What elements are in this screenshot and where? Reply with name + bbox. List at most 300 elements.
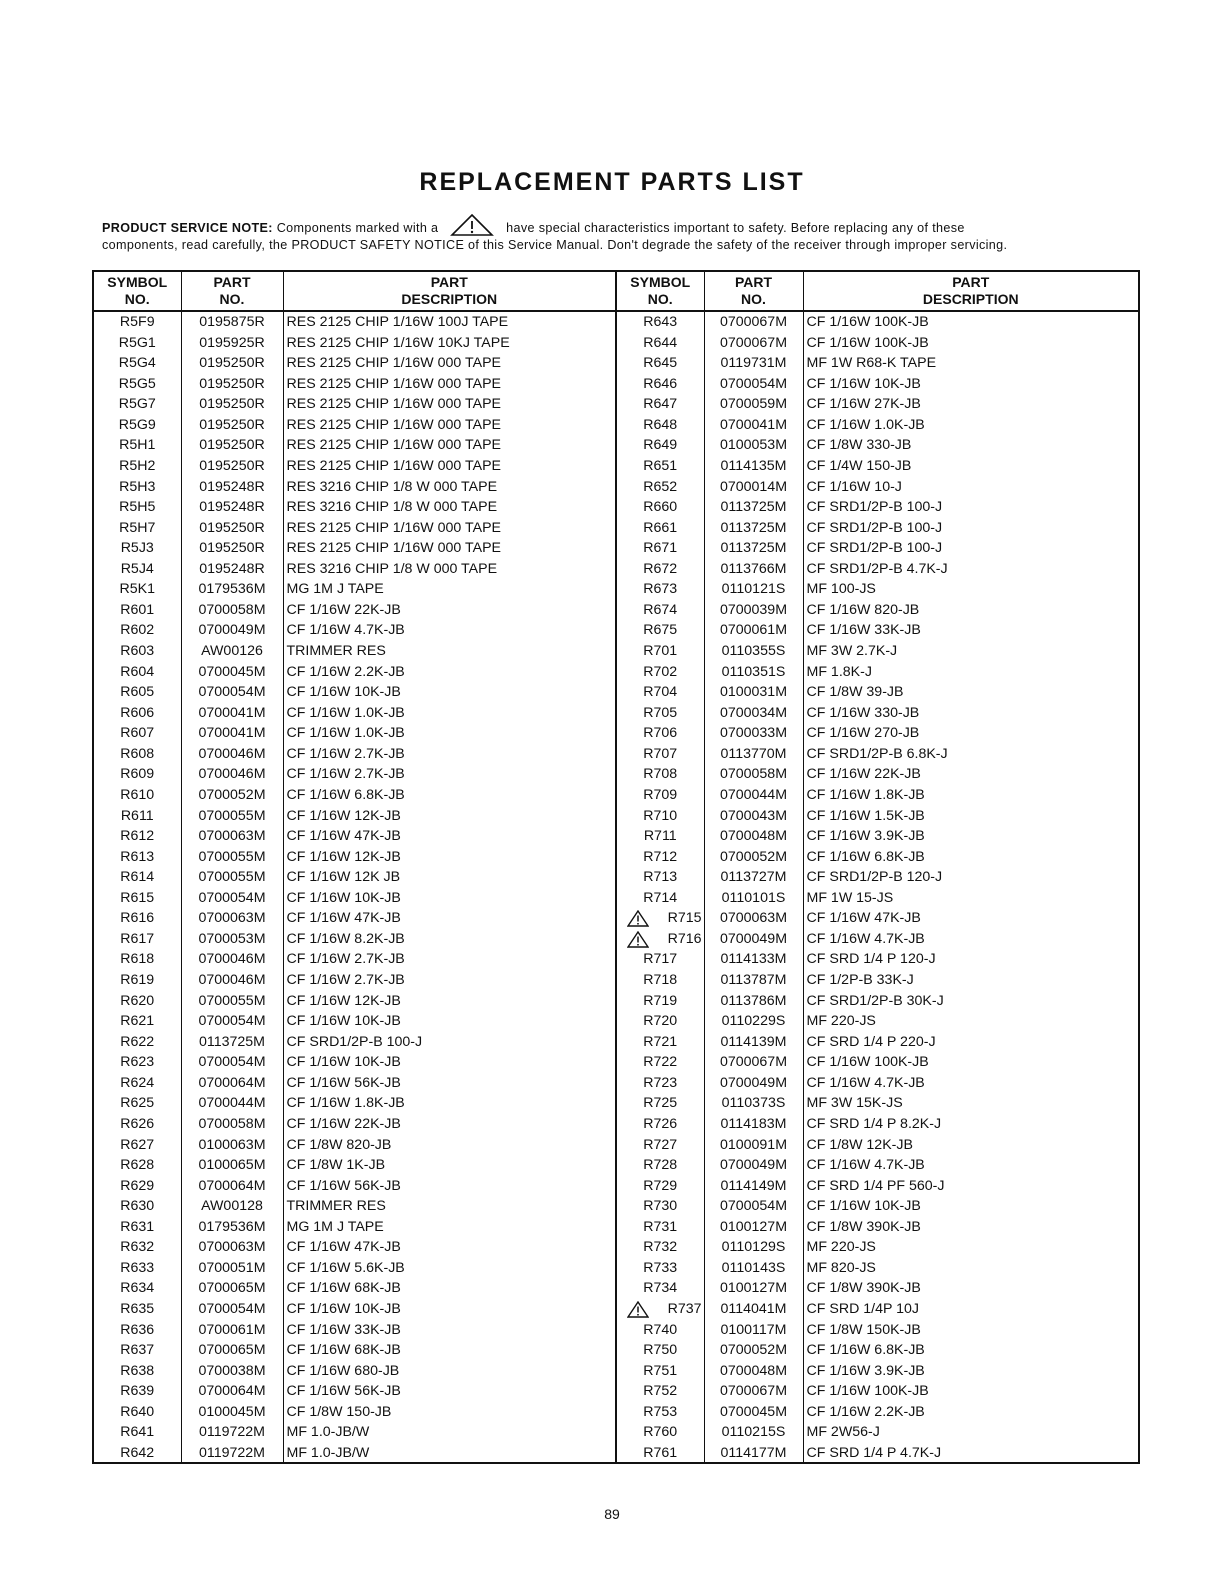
symbol-cell: R706	[616, 723, 704, 744]
symbol-cell: R640	[94, 1402, 181, 1423]
part-number-cell: 0700067M	[704, 1052, 803, 1073]
symbol-cell: R637	[94, 1340, 181, 1361]
service-note-lead: PRODUCT SERVICE NOTE:	[102, 221, 273, 235]
table-row	[94, 374, 1138, 395]
description-cell: CF 1/16W 10K-JB	[283, 1299, 616, 1320]
part-number-cell: AW00128	[181, 1196, 283, 1217]
description-cell: CF 1/16W 1.5K-JB	[806, 807, 925, 824]
description-cell: CF 1/16W 10K-JB	[283, 888, 616, 909]
part-number-cell: 0100065M	[181, 1155, 283, 1176]
part-number-cell: 0700045M	[704, 1402, 803, 1423]
symbol-cell: R751	[616, 1361, 704, 1382]
description-cell: CF 1/16W 22K-JB	[283, 1114, 616, 1135]
symbol-cell: R712	[616, 847, 704, 868]
description-cell: CF 1/8W 12K-JB	[806, 1136, 913, 1153]
symbol-cell: R646	[616, 374, 704, 395]
symbol-cell: R5G1	[94, 333, 181, 354]
part-number-cell: 0195248R	[181, 559, 283, 580]
symbol-cell: R647	[616, 394, 704, 415]
table-row	[94, 682, 1138, 703]
symbol-cell: R627	[94, 1135, 181, 1156]
description-cell: CF 1/16W 10K-JB	[283, 682, 616, 703]
description-cell: CF 1/16W 2.7K-JB	[283, 949, 616, 970]
symbol-cell: R632	[94, 1237, 181, 1258]
part-number-cell: 0700054M	[181, 1011, 283, 1032]
description-cell: CF 1/16W 680-JB	[283, 1361, 616, 1382]
page-number: 89	[604, 1506, 620, 1522]
part-number-cell: 0100063M	[181, 1135, 283, 1156]
warning-triangle-icon	[627, 910, 649, 927]
description-cell: CF 1/16W 4.7K-JB	[806, 1074, 925, 1091]
symbol-cell: R612	[94, 826, 181, 847]
table-row	[94, 744, 1138, 765]
symbol-cell: R629	[94, 1176, 181, 1197]
table-row	[94, 600, 1138, 621]
part-number-cell: 0195250R	[181, 353, 283, 374]
table-row	[94, 1361, 1138, 1382]
description-cell: MF 100-JS	[806, 581, 876, 598]
service-note-line-2: components, read carefully, the PRODUCT SAFETY NOTICE of this Service Manual. Don't degrade the safety of the receiver through improper servicing.	[102, 238, 1008, 252]
description-cell: CF 1/16W 22K-JB	[283, 600, 616, 621]
description-cell: CF 1/16W 12K-JB	[283, 806, 616, 827]
symbol-cell: R753	[616, 1402, 704, 1423]
description-cell: CF SRD1/2P-B 120-J	[806, 869, 943, 886]
table-row	[94, 579, 1138, 600]
part-number-cell: 0113786M	[704, 991, 803, 1012]
description-cell: RES 3216 CHIP 1/8 W 000 TAPE	[283, 559, 616, 580]
symbol-cell: R644	[616, 333, 704, 354]
part-number-cell: 0195248R	[181, 497, 283, 518]
table-row	[94, 929, 1138, 950]
symbol-cell: R711	[616, 826, 704, 847]
part-number-cell: 0700054M	[181, 682, 283, 703]
part-number-cell: 0119722M	[181, 1443, 283, 1464]
table-row	[94, 785, 1138, 806]
table-row	[94, 353, 1138, 374]
description-cell: RES 2125 CHIP 1/16W 000 TAPE	[283, 415, 616, 436]
table-row	[94, 764, 1138, 785]
symbol-cell: R733	[616, 1258, 704, 1279]
description-cell: CF SRD1/2P-B 100-J	[806, 499, 943, 516]
symbol-cell: R628	[94, 1155, 181, 1176]
description-cell: CF 1/16W 68K-JB	[283, 1340, 616, 1361]
part-number-cell: 0700063M	[181, 826, 283, 847]
table-row	[94, 641, 1138, 662]
description-cell: CF 1/16W 10K-JB	[806, 1198, 921, 1215]
description-cell: RES 3216 CHIP 1/8 W 000 TAPE	[283, 477, 616, 498]
symbol-cell: R719	[616, 991, 704, 1012]
part-number-cell: 0700046M	[181, 949, 283, 970]
part-number-cell: 0700049M	[704, 929, 803, 950]
description-cell: CF 1/16W 12K-JB	[283, 847, 616, 868]
symbol-cell: R609	[94, 764, 181, 785]
description-cell: CF 1/8W 330-JB	[806, 437, 912, 454]
part-number-cell: 0700067M	[704, 311, 803, 333]
description-cell: CF 1/16W 27K-JB	[806, 396, 921, 413]
symbol-cell: R652	[616, 477, 704, 498]
part-number-cell: AW00126	[181, 641, 283, 662]
description-cell: CF 1/16W 1.0K-JB	[806, 416, 925, 433]
symbol-text: R737	[667, 1301, 702, 1317]
page-title: REPLACEMENT PARTS LIST	[419, 168, 805, 196]
symbol-cell: R5H3	[94, 477, 181, 498]
symbol-cell: R623	[94, 1052, 181, 1073]
symbol-cell: R610	[94, 785, 181, 806]
symbol-cell: R725	[616, 1093, 704, 1114]
part-number-cell: 0700041M	[181, 703, 283, 724]
description-cell: CF 1/16W 56K-JB	[283, 1381, 616, 1402]
symbol-cell: R638	[94, 1361, 181, 1382]
symbol-cell: R710	[616, 806, 704, 827]
description-cell: CF 1/16W 100K-JB	[806, 1383, 929, 1400]
part-number-cell: 0700052M	[704, 1340, 803, 1361]
description-cell: CF 1/8W 150-JB	[283, 1402, 616, 1423]
table-row	[94, 1340, 1138, 1361]
symbol-cell: R604	[94, 662, 181, 683]
description-cell: CF 1/16W 10K-JB	[806, 375, 921, 392]
symbol-cell: R702	[616, 662, 704, 683]
part-number-cell: 0113725M	[181, 1032, 283, 1053]
description-cell: CF SRD1/2P-B 4.7K-J	[806, 560, 948, 577]
description-cell: CF SRD 1/4 P 4.7K-J	[806, 1444, 942, 1461]
service-note-text-2: have special characteristics important to safety. Before replacing any of these	[506, 221, 965, 235]
table-row	[94, 1196, 1138, 1217]
description-cell: MF 2W56-J	[806, 1424, 880, 1441]
description-cell: CF 1/8W 390K-JB	[806, 1280, 921, 1297]
description-cell: CF 1/4W 150-JB	[806, 457, 912, 474]
part-number-cell: 0114139M	[704, 1032, 803, 1053]
part-number-cell: 0700058M	[181, 1114, 283, 1135]
symbol-header: SYMBOL NO.	[94, 272, 181, 311]
symbol-cell: R734	[616, 1278, 704, 1299]
part-number-cell: 0110229S	[704, 1011, 803, 1032]
symbol-cell: R615	[94, 888, 181, 909]
description-cell: CF 1/16W 100K-JB	[806, 314, 929, 330]
description-cell: CF 1/8W 39-JB	[806, 684, 904, 701]
symbol-cell: R606	[94, 703, 181, 724]
part-number-cell: 0113766M	[704, 559, 803, 580]
symbol-cell: R620	[94, 991, 181, 1012]
part-number-cell: 0700046M	[181, 970, 283, 991]
description-cell: TRIMMER RES	[283, 641, 616, 662]
symbol-cell: R671	[616, 538, 704, 559]
part-number-cell: 0114135M	[704, 456, 803, 477]
description-cell: CF 1/16W 2.7K-JB	[283, 744, 616, 765]
part-number-cell: 0700046M	[181, 744, 283, 765]
description-cell: CF 1/16W 3.9K-JB	[806, 1362, 925, 1379]
description-cell: CF 1/16W 1.0K-JB	[283, 723, 616, 744]
table-row	[94, 1114, 1138, 1135]
table-row	[94, 1032, 1138, 1053]
symbol-cell: R672	[616, 559, 704, 580]
table-row	[94, 620, 1138, 641]
table-row	[94, 703, 1138, 724]
table-row	[94, 662, 1138, 683]
parts-table-body	[94, 311, 1138, 1464]
symbol-cell: R752	[616, 1381, 704, 1402]
symbol-cell: R5J3	[94, 538, 181, 559]
part-number-cell: 0700064M	[181, 1176, 283, 1197]
table-row	[94, 456, 1138, 477]
table-row	[94, 991, 1138, 1012]
symbol-cell: R641	[94, 1422, 181, 1443]
description-cell: CF 1/8W 1K-JB	[283, 1155, 616, 1176]
description-cell: MF 220-JS	[806, 1239, 876, 1256]
part-number-cell: 0700044M	[181, 1093, 283, 1114]
part-number-cell: 0110121S	[704, 579, 803, 600]
description-cell: CF 1/16W 10K-JB	[283, 1052, 616, 1073]
table-row	[94, 1320, 1138, 1341]
table-row	[94, 311, 1138, 333]
description-cell: MF 3W 15K-JS	[806, 1095, 903, 1112]
description-cell: CF 1/16W 1.0K-JB	[283, 703, 616, 724]
part-number-cell: 0100127M	[704, 1278, 803, 1299]
description-cell: RES 2125 CHIP 1/16W 000 TAPE	[283, 456, 616, 477]
description-cell: CF SRD1/2P-B 30K-J	[806, 992, 944, 1009]
part-number-cell: 0113787M	[704, 970, 803, 991]
description-cell: RES 2125 CHIP 1/16W 10KJ TAPE	[283, 333, 616, 354]
symbol-cell: R642	[94, 1443, 181, 1464]
part-number-cell: 0700061M	[181, 1320, 283, 1341]
part-number-cell: 0700049M	[181, 620, 283, 641]
description-cell: CF 1/16W 33K-JB	[283, 1320, 616, 1341]
description-cell: CF SRD 1/4 P 120-J	[806, 951, 936, 968]
symbol-cell: R5H7	[94, 518, 181, 539]
description-cell: RES 3216 CHIP 1/8 W 000 TAPE	[283, 497, 616, 518]
description-cell: MF 820-JS	[806, 1259, 876, 1276]
symbol-cell: R5K1	[94, 579, 181, 600]
table-row	[94, 1217, 1138, 1238]
part-number-cell: 0114183M	[704, 1114, 803, 1135]
symbol-cell: R636	[94, 1320, 181, 1341]
symbol-cell: R713	[616, 867, 704, 888]
part-number-cell: 0700049M	[704, 1073, 803, 1094]
part-number-cell: 0195250R	[181, 394, 283, 415]
description-cell: CF SRD1/2P-B 6.8K-J	[806, 745, 948, 762]
symbol-cell: R704	[616, 682, 704, 703]
description-cell: TRIMMER RES	[283, 1196, 616, 1217]
table-row	[94, 826, 1138, 847]
symbol-cell: R718	[616, 970, 704, 991]
symbol-cell: R723	[616, 1073, 704, 1094]
description-cell: CF 1/16W 100K-JB	[806, 334, 929, 351]
description-cell: MF 1W R68-K TAPE	[806, 355, 937, 372]
symbol-cell: R633	[94, 1258, 181, 1279]
description-cell: CF 1/16W 3.9K-JB	[806, 828, 925, 845]
description-cell: CF 1/16W 68K-JB	[283, 1278, 616, 1299]
part-number-cell: 0700049M	[704, 1155, 803, 1176]
description-cell: CF 1/8W 390K-JB	[806, 1218, 921, 1235]
symbol-cell: R603	[94, 641, 181, 662]
table-row	[94, 394, 1138, 415]
table-row	[94, 538, 1138, 559]
part-number-cell: 0700059M	[704, 394, 803, 415]
symbol-cell	[616, 908, 704, 929]
description-cell: CF 1/16W 1.8K-JB	[283, 1093, 616, 1114]
symbol-cell: R705	[616, 703, 704, 724]
part-number-cell: 0114177M	[704, 1443, 803, 1464]
symbol-cell: R634	[94, 1278, 181, 1299]
part-number-cell: 0700048M	[704, 1361, 803, 1382]
description-cell: CF 1/16W 100K-JB	[806, 1054, 929, 1071]
symbol-cell: R740	[616, 1320, 704, 1341]
symbol-cell: R619	[94, 970, 181, 991]
part-number-cell: 0700033M	[704, 723, 803, 744]
part-number-cell: 0195250R	[181, 518, 283, 539]
description-cell: CF 1/16W 820-JB	[806, 601, 920, 618]
symbol-cell: R714	[616, 888, 704, 909]
description-cell: MF 1W 15-JS	[806, 889, 894, 906]
symbol-cell: R630	[94, 1196, 181, 1217]
table-row	[94, 1237, 1138, 1258]
part-number-cell: 0195250R	[181, 374, 283, 395]
symbol-cell: R722	[616, 1052, 704, 1073]
description-cell: CF 1/8W 150K-JB	[806, 1321, 921, 1338]
description-cell: MG 1M J TAPE	[283, 1217, 616, 1238]
description-cell: MF 1.8K-J	[806, 663, 872, 680]
symbol-cell: R730	[616, 1196, 704, 1217]
part-number-cell: 0114041M	[704, 1299, 803, 1320]
description-cell: CF 1/16W 33K-JB	[806, 622, 921, 639]
symbol-cell: R643	[616, 311, 704, 333]
table-row	[94, 1422, 1138, 1443]
description-cell: CF SRD 1/4 P 220-J	[806, 1033, 936, 1050]
description-cell: CF 1/16W 4.7K-JB	[806, 930, 925, 947]
symbol-cell: R621	[94, 1011, 181, 1032]
part-number-cell: 0110143S	[704, 1258, 803, 1279]
description-cell: MF 1.0-JB/W	[283, 1422, 616, 1443]
table-row	[94, 888, 1138, 909]
table-row	[94, 949, 1138, 970]
symbol-cell: R608	[94, 744, 181, 765]
symbol-cell: R673	[616, 579, 704, 600]
description-cell: CF 1/16W 47K-JB	[283, 1237, 616, 1258]
symbol-cell: R616	[94, 908, 181, 929]
symbol-text: R715	[667, 910, 702, 927]
description-cell: CF 1/16W 2.2K-JB	[283, 662, 616, 683]
symbol-cell: R5H1	[94, 435, 181, 456]
part-number-cell: 0700063M	[181, 1237, 283, 1258]
part-number-cell: 0700038M	[181, 1361, 283, 1382]
symbol-cell: R708	[616, 764, 704, 785]
part-number-cell: 0700055M	[181, 991, 283, 1012]
table-row	[94, 1299, 1138, 1320]
symbol-cell: R651	[616, 456, 704, 477]
symbol-cell: R5G9	[94, 415, 181, 436]
symbol-cell: R614	[94, 867, 181, 888]
description-cell: RES 2125 CHIP 1/16W 000 TAPE	[283, 394, 616, 415]
part-number-cell: 0119722M	[181, 1422, 283, 1443]
part-number-cell: 0700054M	[181, 888, 283, 909]
part-number-cell: 0700067M	[704, 333, 803, 354]
symbol-cell: R727	[616, 1135, 704, 1156]
symbol-cell: R731	[616, 1217, 704, 1238]
part-number-cell: 0700064M	[181, 1381, 283, 1402]
warning-triangle-icon	[627, 931, 649, 948]
part-number-cell: 0700067M	[704, 1381, 803, 1402]
symbol-cell	[616, 929, 704, 950]
table-row	[94, 1258, 1138, 1279]
table-row	[94, 806, 1138, 827]
part-number-cell: 0700063M	[181, 908, 283, 929]
part-number-cell: 0179536M	[181, 1217, 283, 1238]
description-cell: CF 1/16W 56K-JB	[283, 1073, 616, 1094]
symbol-cell: R602	[94, 620, 181, 641]
part-no-header: PART NO.	[704, 272, 803, 311]
parts-table-header	[94, 272, 1138, 311]
table-row	[94, 1381, 1138, 1402]
description-cell: RES 2125 CHIP 1/16W 000 TAPE	[283, 435, 616, 456]
description-cell: CF SRD 1/4 P 8.2K-J	[806, 1115, 942, 1132]
part-number-cell: 0700064M	[181, 1073, 283, 1094]
description-cell: CF 1/16W 10K-JB	[283, 1011, 616, 1032]
description-cell: RES 2125 CHIP 1/16W 000 TAPE	[283, 353, 616, 374]
part-number-cell: 0114133M	[704, 949, 803, 970]
part-number-cell: 0700063M	[704, 908, 803, 929]
description-cell: CF 1/2P-B 33K-J	[806, 972, 914, 988]
symbol-cell: R5H2	[94, 456, 181, 477]
symbol-cell: R5G4	[94, 353, 181, 374]
part-number-cell: 0700058M	[704, 764, 803, 785]
description-cell: CF 1/8W 820-JB	[283, 1135, 616, 1156]
description-cell: CF 1/16W 6.8K-JB	[806, 848, 925, 865]
symbol-cell: R726	[616, 1114, 704, 1135]
part-number-cell: 0110355S	[704, 641, 803, 662]
part-number-cell: 0700065M	[181, 1340, 283, 1361]
description-cell: CF 1/16W 6.8K-JB	[283, 785, 616, 806]
part-number-cell: 0700052M	[704, 847, 803, 868]
table-row	[94, 1093, 1138, 1114]
description-cell: CF 1/16W 2.2K-JB	[806, 1403, 925, 1420]
description-cell: RES 2125 CHIP 1/16W 100J TAPE	[283, 311, 616, 333]
part-number-cell: 0100031M	[704, 682, 803, 703]
table-row	[94, 559, 1138, 580]
table-row	[94, 1052, 1138, 1073]
symbol-cell: R5H5	[94, 497, 181, 518]
part-number-cell: 0700043M	[704, 806, 803, 827]
part-number-cell: 0700041M	[181, 723, 283, 744]
symbol-cell: R674	[616, 600, 704, 621]
part-number-cell: 0700054M	[704, 1196, 803, 1217]
symbol-cell: R625	[94, 1093, 181, 1114]
table-row	[94, 1402, 1138, 1423]
part-number-cell: 0113725M	[704, 518, 803, 539]
part-number-cell: 0195250R	[181, 435, 283, 456]
part-number-cell: 0700054M	[704, 374, 803, 395]
symbol-cell: R701	[616, 641, 704, 662]
symbol-cell: R709	[616, 785, 704, 806]
symbol-cell: R635	[94, 1299, 181, 1320]
part-number-cell: 0100053M	[704, 435, 803, 456]
part-number-cell: 0110215S	[704, 1422, 803, 1443]
symbol-cell: R721	[616, 1032, 704, 1053]
service-note	[102, 214, 1132, 254]
part-number-cell: 0100117M	[704, 1320, 803, 1341]
description-cell: CF 1/16W 270-JB	[806, 725, 920, 742]
description-cell: CF 1/16W 1.8K-JB	[806, 786, 925, 803]
symbol-cell: R660	[616, 497, 704, 518]
description-cell: CF 1/16W 12K JB	[283, 867, 616, 888]
description-cell: CF SRD1/2P-B 100-J	[806, 519, 943, 536]
part-number-cell: 0195925R	[181, 333, 283, 354]
table-row	[94, 477, 1138, 498]
part-number-cell: 0110129S	[704, 1237, 803, 1258]
symbol-cell: R607	[94, 723, 181, 744]
description-cell: CF SRD1/2P-B 100-J	[283, 1032, 616, 1053]
part-no-header: PART NO.	[181, 272, 283, 311]
service-note-text-1: Components marked with a	[276, 221, 439, 235]
symbol-cell: R720	[616, 1011, 704, 1032]
